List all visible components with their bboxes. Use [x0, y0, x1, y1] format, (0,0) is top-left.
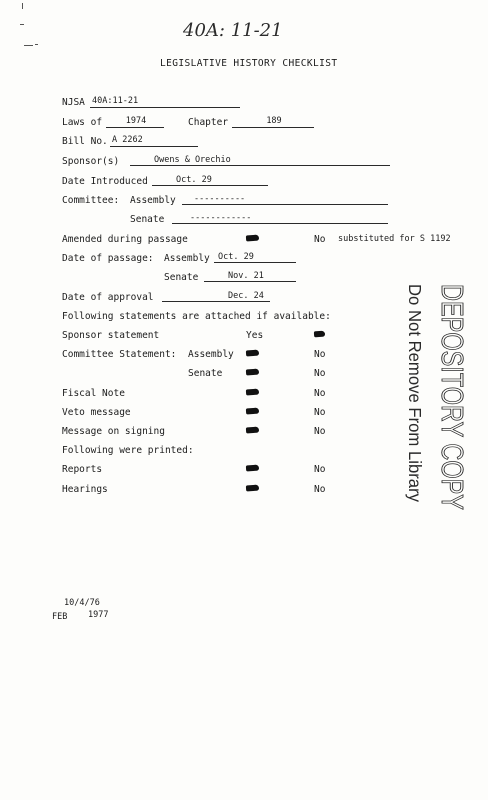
passage-assembly-value: Oct. 29	[214, 252, 296, 263]
yes-redaction	[246, 350, 259, 357]
message-on-signing-label: Message on signing	[62, 426, 165, 437]
committee-statement-senate-label: Senate	[188, 368, 223, 379]
hearings-label: Hearings	[62, 484, 108, 495]
reports-no: No	[314, 464, 326, 475]
date-introduced-label: Date Introduced	[62, 176, 148, 187]
passage-senate-value: Nov. 21	[204, 271, 296, 282]
committee-assembly-label: Assembly	[130, 195, 176, 206]
statements-heading: Following statements are attached if available:	[62, 311, 331, 322]
footer-date: 10/4/76	[64, 598, 100, 608]
committee-statement-assembly-no: No	[314, 349, 326, 360]
committee-statement-assembly-label: Assembly	[188, 349, 234, 360]
margin-mark	[24, 45, 33, 46]
depository-stamp	[396, 282, 476, 514]
sponsor-statement-yes: Yes	[246, 330, 264, 341]
yes-redaction	[246, 485, 259, 492]
sponsor-value: Owens & Orechio	[130, 155, 390, 166]
veto-message-label: Veto message	[62, 407, 131, 418]
chapter-value: 189	[232, 116, 314, 128]
handwritten-code: 40A: 11-21	[183, 20, 283, 41]
date-of-approval-label: Date of approval	[62, 292, 154, 303]
yes-redaction	[246, 427, 259, 434]
committee-assembly-value: ----------	[182, 194, 388, 205]
reports-label: Reports	[62, 464, 103, 475]
margin-mark	[35, 44, 38, 45]
njsa-label: NJSA	[62, 97, 85, 108]
page-title: LEGISLATIVE HISTORY CHECKLIST	[160, 58, 338, 69]
committee-senate-value: ------------	[172, 213, 388, 224]
amended-no: No	[314, 234, 326, 245]
sponsor-statement-label: Sponsor statement	[62, 330, 160, 341]
stamp-svg	[396, 282, 476, 514]
fiscal-note-no: No	[314, 388, 326, 399]
stamp-line-do-not-remove: Do Not Remove From Library	[405, 284, 425, 513]
yes-redaction	[246, 465, 259, 472]
no-redaction	[314, 331, 325, 338]
yes-redaction	[246, 408, 259, 415]
laws-label: Laws of	[62, 117, 103, 128]
printed-heading: Following were printed:	[62, 445, 194, 456]
fiscal-note-label: Fiscal Note	[62, 388, 125, 399]
passage-senate-label: Senate	[164, 272, 199, 283]
laws-value: 1974	[106, 116, 164, 128]
hearings-no: No	[314, 484, 326, 495]
chapter-label: Chapter	[188, 117, 229, 128]
margin-mark	[20, 24, 24, 25]
committee-statement-label: Committee Statement:	[62, 349, 177, 360]
veto-message-no: No	[314, 407, 326, 418]
committee-label: Committee:	[62, 195, 120, 206]
passage-assembly-label: Assembly	[164, 253, 210, 264]
yes-redaction	[246, 235, 259, 242]
substituted-note: substituted for S 1192	[338, 234, 451, 244]
date-introduced-value: Oct. 29	[152, 175, 268, 186]
yes-redaction	[246, 389, 259, 396]
date-of-approval-value: Dec. 24	[162, 291, 270, 302]
bill-value: A 2262	[110, 135, 198, 147]
margin-mark	[22, 3, 23, 9]
committee-senate-label: Senate	[130, 214, 165, 225]
amended-label: Amended during passage	[62, 234, 188, 245]
stamp-line-depository: DEPOSITORY COPY	[435, 284, 469, 514]
sponsor-label: Sponsor(s)	[62, 156, 120, 167]
committee-statement-senate-no: No	[314, 368, 326, 379]
njsa-value: 40A:11-21	[90, 96, 240, 108]
date-of-passage-label: Date of passage:	[62, 253, 154, 264]
yes-redaction	[246, 369, 259, 376]
message-on-signing-no: No	[314, 426, 326, 437]
footer-year: 1977	[88, 610, 109, 620]
bill-label: Bill No.	[62, 136, 108, 147]
footer-month: FEB	[52, 612, 68, 622]
